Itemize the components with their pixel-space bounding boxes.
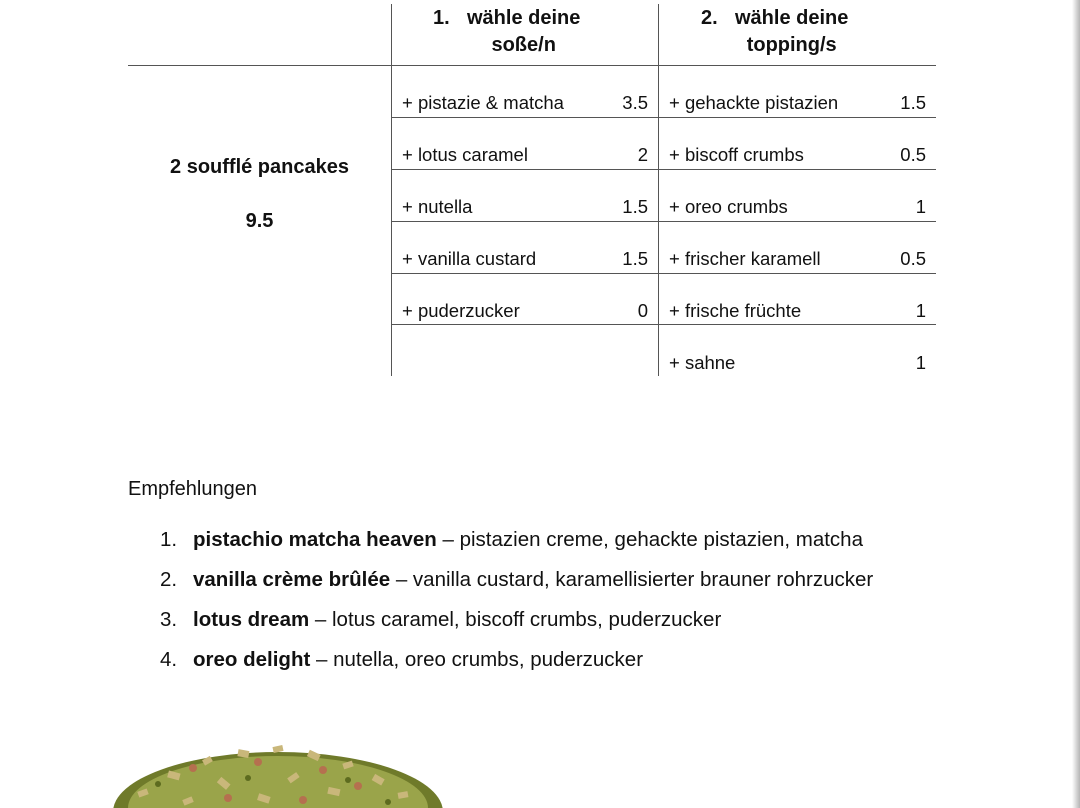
topping-row <box>659 233 936 285</box>
pistachio-photo <box>108 720 448 808</box>
sauce-row <box>392 129 658 181</box>
recommendation-description: – vanilla custard, karamellisierter brauner rohrzucker <box>390 568 874 591</box>
topping-header-line1: wähle deine <box>735 7 849 29</box>
topping-name: + frischer karamell <box>669 248 821 269</box>
recommendation-description: – nutella, oreo crumbs, puderzucker <box>310 648 644 671</box>
recommendations-title: Empfehlungen <box>128 478 257 500</box>
sauce-price: 3.5 <box>622 92 648 113</box>
topping-name: + biscoff crumbs <box>669 144 804 165</box>
recommendation-description: – lotus caramel, biscoff crumbs, puderzucker <box>309 608 722 631</box>
topping-price: 1 <box>915 300 926 321</box>
list-number: 2. <box>160 568 178 591</box>
list-number: 1. <box>160 528 178 551</box>
row-divider <box>392 221 936 222</box>
sauce-name: + pistazie & matcha <box>402 92 564 113</box>
item-price: 9.5 <box>245 210 274 232</box>
row-divider <box>392 169 936 170</box>
topping-row <box>659 337 936 389</box>
row-divider <box>392 324 936 325</box>
sauce-column-header <box>433 5 580 59</box>
list-item <box>160 568 873 608</box>
topping-row <box>659 77 936 129</box>
sauce-header-line1: wähle deine <box>467 7 581 29</box>
menu-table <box>128 4 936 376</box>
item-name: 2 soufflé pancakes <box>170 156 349 178</box>
topping-price: 0.5 <box>900 144 926 165</box>
header-divider <box>128 65 936 66</box>
topping-column-header <box>701 5 848 59</box>
topping-price: 0.5 <box>900 248 926 269</box>
sauce-price: 2 <box>637 144 648 165</box>
list-item <box>160 648 873 688</box>
sauce-row <box>392 285 658 337</box>
recommendation-name: pistachio matcha heaven <box>193 528 437 551</box>
topping-price: 1.5 <box>900 92 926 113</box>
sauce-price: 1.5 <box>622 196 648 217</box>
row-divider <box>392 117 936 118</box>
sauce-row <box>392 77 658 129</box>
topping-row <box>659 285 936 337</box>
sauce-name: + lotus caramel <box>402 144 528 165</box>
sauce-price: 0 <box>637 300 648 321</box>
topping-header-line2: topping/s <box>746 34 837 56</box>
recommendation-name: lotus dream <box>193 608 310 631</box>
row-divider <box>392 273 936 274</box>
recommendation-description: – pistazien creme, gehackte pistazien, matcha <box>436 528 863 551</box>
list-item <box>160 528 873 568</box>
topping-name: + frische früchte <box>669 300 802 321</box>
list-item <box>160 608 873 648</box>
sauce-step-number: 1. <box>433 7 450 29</box>
page-edge-shadow <box>1072 0 1080 808</box>
list-number: 3. <box>160 608 178 631</box>
recommendations-list <box>160 528 873 688</box>
topping-name: + gehackte pistazien <box>669 92 839 113</box>
sauce-price: 1.5 <box>622 248 648 269</box>
sauce-row <box>392 233 658 285</box>
recommendation-name: vanilla crème brûlée <box>193 568 391 591</box>
topping-price: 1 <box>915 196 926 217</box>
sauce-name: + vanilla custard <box>402 248 537 269</box>
sauce-name: + puderzucker <box>402 300 520 321</box>
sauce-header-line2: soße/n <box>491 34 556 56</box>
list-number: 4. <box>160 648 178 671</box>
topping-row <box>659 129 936 181</box>
topping-price: 1 <box>915 352 926 373</box>
topping-step-number: 2. <box>701 7 718 29</box>
topping-name: + sahne <box>669 352 736 373</box>
recommendation-name: oreo delight <box>193 648 311 671</box>
sauce-name: + nutella <box>402 196 473 217</box>
sauce-row <box>392 181 658 233</box>
topping-row <box>659 181 936 233</box>
topping-name: + oreo crumbs <box>669 196 788 217</box>
